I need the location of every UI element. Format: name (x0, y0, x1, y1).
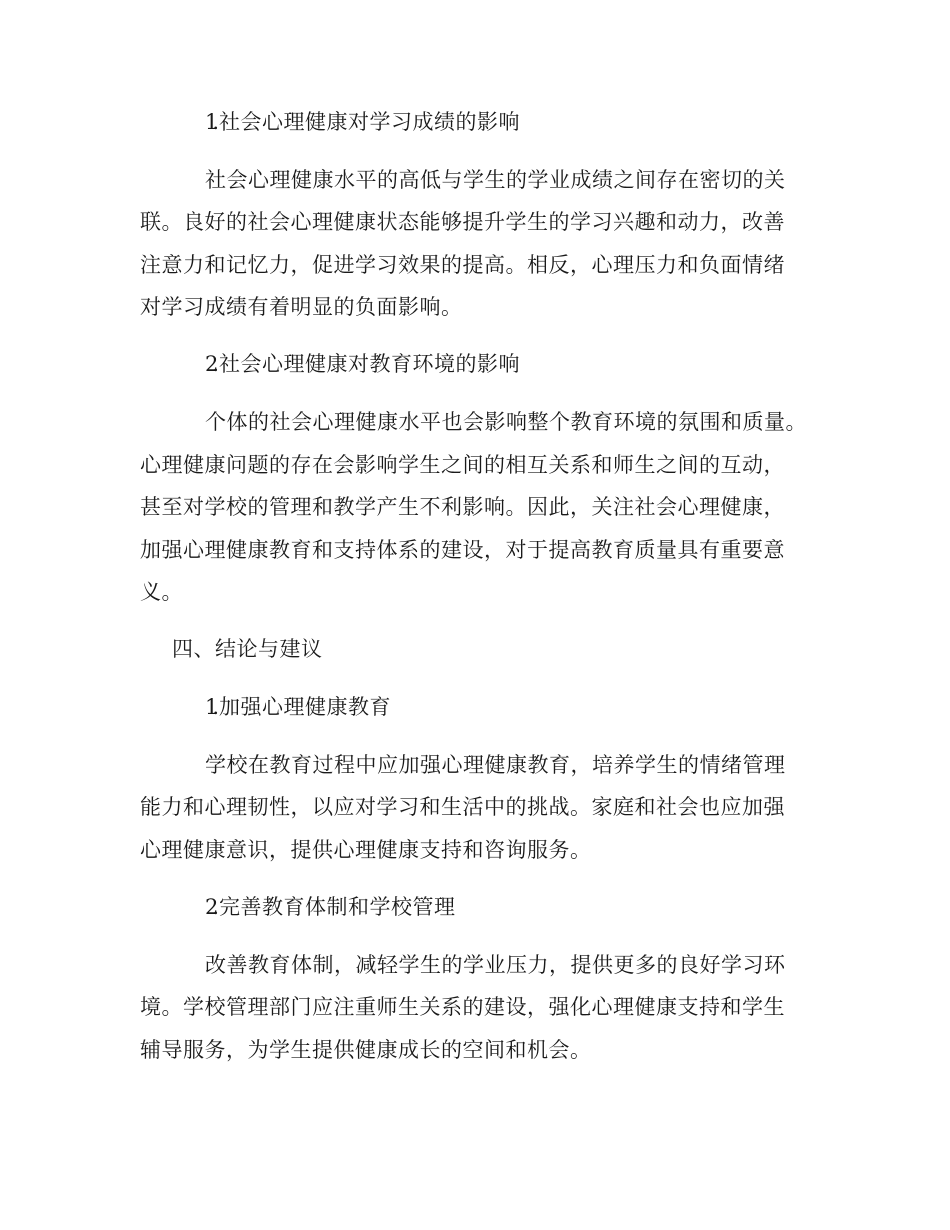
paragraph-line: 社会心理健康水平的高低与学生的学业成绩之间存在密切的关 (205, 168, 786, 192)
section-heading-conclusion: 四、结论与建议 (172, 637, 323, 661)
paragraph-line: 个体的社会心理健康水平也会影响整个教育环境的氛围和质量。 (205, 410, 807, 434)
subheading-strengthen-education (205, 693, 391, 721)
subheading-number: 1. (205, 110, 214, 134)
subheading-number: 2. (205, 895, 214, 919)
paragraph-line: 能力和心理韧性，以应对学习和生活中的挑战。家庭和社会也应加强 (140, 795, 785, 819)
paragraph-line: 辅导服务，为学生提供健康成长的空间和机会。 (140, 1038, 592, 1062)
paragraph-line: 心理健康意识，提供心理健康支持和咨询服务。 (140, 838, 592, 862)
subheading-text: 完善教育体制和学校管理 (219, 895, 456, 919)
subheading-text: 社会心理健康对教育环境的影响 (219, 352, 521, 376)
paragraph-line: 境。学校管理部门应注重师生关系的建设，强化心理健康支持和学生 (140, 995, 785, 1019)
paragraph-line: 心理健康问题的存在会影响学生之间的相互关系和师生之间的互动， (140, 453, 785, 477)
paragraph-line: 义。 (140, 580, 183, 604)
subheading-social-psych-environment (205, 350, 520, 378)
subheading-social-psych-academic (205, 108, 520, 136)
paragraph-line: 联。良好的社会心理健康状态能够提升学生的学习兴趣和动力，改善 (140, 210, 785, 234)
subheading-text: 社会心理健康对学习成绩的影响 (219, 110, 521, 134)
paragraph-line: 加强心理健康教育和支持体系的建设，对于提高教育质量具有重要意 (140, 538, 785, 562)
subheading-improve-system (205, 893, 456, 921)
paragraph-line: 对学习成绩有着明显的负面影响。 (140, 295, 463, 319)
subheading-number: 1. (205, 695, 214, 719)
paragraph-line: 甚至对学校的管理和教学产生不利影响。因此，关注社会心理健康， (140, 495, 785, 519)
subheading-text: 加强心理健康教育 (219, 695, 392, 719)
paragraph-line: 改善教育体制，减轻学生的学业压力，提供更多的良好学习环 (205, 953, 786, 977)
paragraph-line: 学校在教育过程中应加强心理健康教育，培养学生的情绪管理 (205, 753, 786, 777)
subheading-number: 2. (205, 352, 214, 376)
paragraph-line: 注意力和记忆力，促进学习效果的提高。相反，心理压力和负面情绪 (140, 253, 785, 277)
